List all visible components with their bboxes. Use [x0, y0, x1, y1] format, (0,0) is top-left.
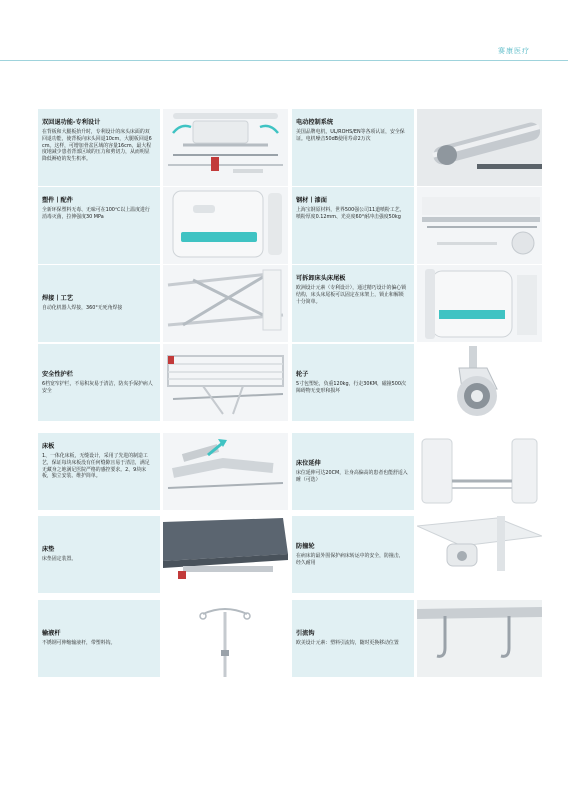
bumper-wheel-image — [417, 516, 542, 593]
feature-text — [292, 433, 414, 510]
feature-title: 塑件丨配件 — [42, 197, 73, 204]
feature-text — [292, 344, 414, 421]
feature-text — [292, 265, 414, 342]
header-divider — [0, 60, 568, 61]
feature-desc: 欧洲设计元素（专利设计），通过精巧设计的偏心锁结构，床头床尾板可以固定在床架上，锁止和解锁十分简单。 — [296, 285, 407, 305]
feature-title: 防撞轮 — [296, 542, 315, 550]
feature-desc: 美国品牌电机，UL/ROHS/EN等各项认证，安全保证。电机噪音50dB使用寿命2万次 — [296, 129, 405, 143]
feature-card-dual-regression — [38, 109, 288, 186]
feature-text — [38, 516, 160, 593]
bed-backrest-image — [163, 109, 288, 186]
brand-name: 赛康医疗 — [498, 47, 530, 55]
feature-title: 床垫 — [42, 545, 55, 553]
feature-card-iv-pole — [38, 600, 288, 677]
feature-title: 安全性护栏 — [42, 370, 73, 378]
feature-text — [38, 433, 160, 510]
guardrail-image — [163, 344, 288, 421]
feature-card-drainage-hook — [292, 600, 542, 677]
headboard-image — [163, 187, 288, 264]
feature-desc: 床位延伸可达20CM，让身高偏高的患者也能舒适入睡（可选） — [296, 470, 408, 483]
feature-desc: 上海宝钢原材料，世界500强公司11道喷粉工艺，喷粉厚度0.12mm、光亮度60°耐冲击强度50kg — [296, 207, 405, 221]
feature-desc: 全新环保塑料无毒、无味可在100℃以上温度进行消毒灭菌，拉伸强度30 MPa — [42, 207, 150, 221]
feature-card-plastic-parts — [38, 187, 288, 264]
feature-title: 双回退功能-专利设计 — [42, 119, 101, 126]
feature-text — [38, 109, 160, 186]
feature-card-steel-coating — [292, 187, 542, 264]
feature-text — [38, 600, 160, 677]
feature-text — [38, 344, 160, 421]
feature-title: 钢材丨漆面 — [296, 197, 327, 204]
feature-title: 焊接丨工艺 — [42, 294, 73, 302]
headboard-side-image — [417, 265, 542, 342]
feature-desc: 在背板和大腿板抬升时，专利设计的床头床面的双回退功能，使背板向床头回退10cm，大腿板回退6cm。这样，可增加骨盆区域的容量16cm，最大程度地减少患者背部区域的压力和剪切力，从而明显降低褥疮的发生机率。 — [42, 129, 152, 162]
feature-desc: 自动化机器人焊接，360°无死角焊接 — [42, 305, 123, 312]
feature-title: 轮子 — [296, 370, 309, 378]
feature-text — [292, 109, 414, 186]
drainage-hook-image — [417, 600, 542, 677]
feature-desc: 不锈钢可伸缩输液杆，带塑料钩。 — [42, 640, 116, 647]
bed-extension-image — [417, 433, 542, 510]
feature-card-bed-extension — [292, 433, 542, 510]
mattress-image — [163, 516, 288, 593]
feature-card-caster — [292, 344, 542, 421]
feature-text — [38, 265, 160, 342]
feature-card-bed-board — [38, 433, 288, 510]
feature-title: 床位延伸 — [296, 459, 321, 467]
feature-card-bumper-wheel — [292, 516, 542, 593]
feature-desc: 欧美设计元素：塑料引流钩，随时更换移动位置 — [296, 640, 399, 647]
feature-title: 可拆卸床头床尾板 — [296, 275, 346, 282]
feature-card-detachable-boards — [292, 265, 542, 342]
feature-card-guardrail — [38, 344, 288, 421]
feature-title: 引流钩 — [296, 629, 315, 637]
feature-card-electric-control — [292, 109, 542, 186]
feature-desc: 床垫固定装置。 — [42, 556, 77, 563]
feature-card-welding — [38, 265, 288, 342]
feature-title: 输液杆 — [42, 629, 61, 637]
motor-image — [417, 109, 542, 186]
feature-desc: 6档宽窄护栏，不易积灰易于清洁，防夹手保护病人安全 — [42, 381, 153, 394]
feature-desc: 在病床的最外围保护病床转运中的安全，防撞击，经久耐用 — [296, 553, 404, 566]
feature-text — [292, 600, 414, 677]
iv-pole-image — [163, 600, 288, 677]
feature-card-mattress — [38, 516, 288, 593]
feature-title: 电动控制系统 — [296, 119, 334, 126]
feature-desc: 5寸包塑轮，负重120kg，行走30KM，磁撞500次障碍物无变形和损坏 — [296, 381, 406, 394]
feature-text — [38, 187, 160, 264]
feature-text — [292, 516, 414, 593]
welded-frame-image — [163, 265, 288, 342]
bed-board-image — [163, 433, 288, 510]
feature-desc: 1、一体化床板，无缝设计，采用了先进的制造工艺，保证每块床板没有任何缝隙且易于清洁，满足无藏身之地满足医院严格的感控要求。2、9块床板，独立安装、维护简单。 — [42, 453, 150, 480]
steel-frame-image — [417, 187, 542, 264]
caster-image — [417, 344, 542, 421]
feature-text — [292, 187, 414, 264]
feature-title: 床板 — [42, 443, 55, 450]
